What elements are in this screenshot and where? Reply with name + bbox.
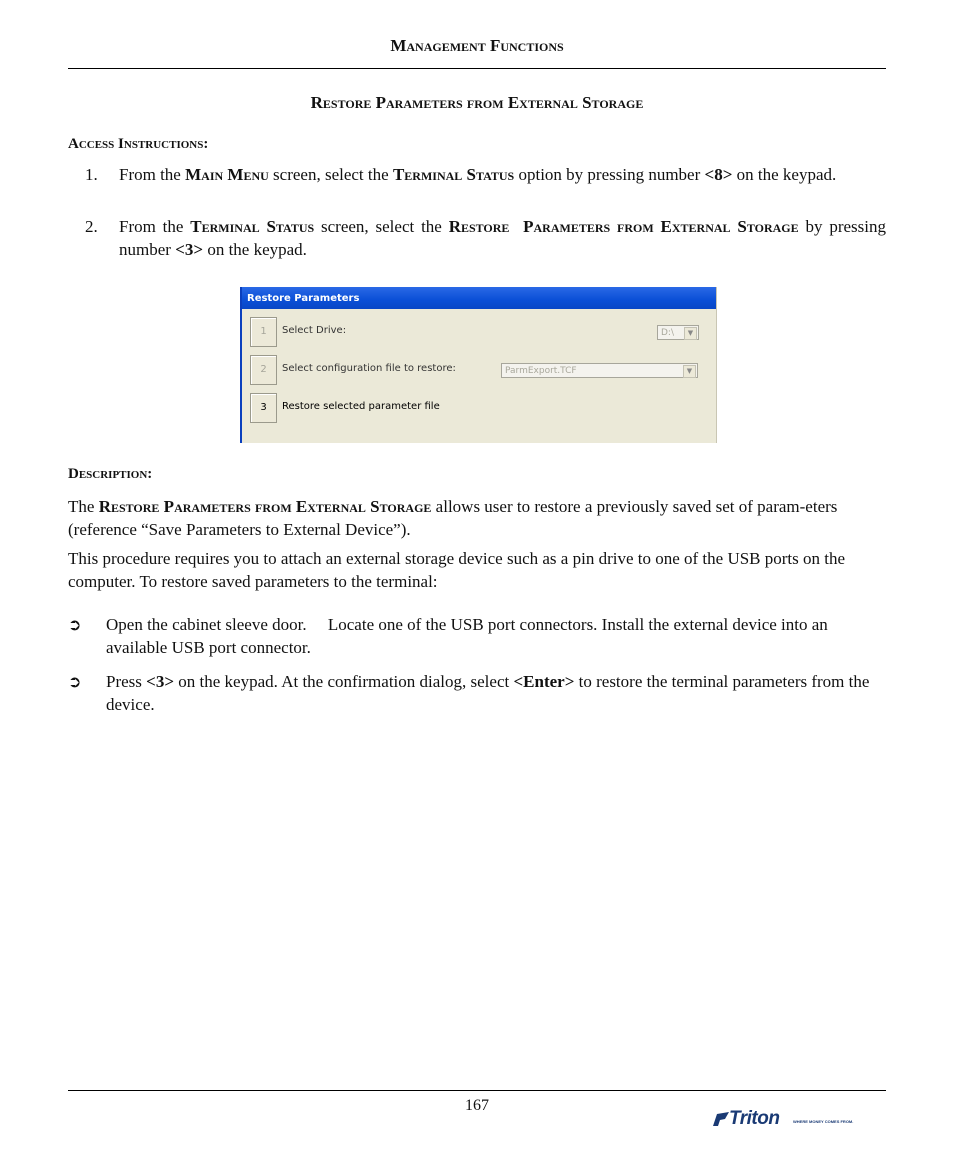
step-2 — [85, 215, 886, 261]
menu-name: Terminal Status — [392, 165, 515, 184]
option-3-button[interactable]: 3 — [250, 393, 277, 423]
bullet-2 — [68, 670, 886, 716]
select-file-label: Select configuration file to restore: — [282, 363, 456, 374]
access-instructions-label: Access Instructions: — [68, 136, 209, 152]
restore-parameters-dialog — [240, 287, 717, 443]
bullet-text — [106, 670, 886, 716]
bullet-1 — [68, 613, 886, 659]
drive-select-value: D:\ — [661, 328, 674, 338]
chevron-down-icon[interactable]: ▼ — [684, 327, 697, 340]
step-number: 1. — [85, 165, 98, 184]
option-2-button[interactable]: 2 — [250, 355, 277, 385]
arrow-bullet-icon: ➲ — [68, 615, 82, 634]
menu-name: Main Menu — [185, 165, 269, 184]
bullet-text: Open the cabinet sleeve door. Locate one of the USB port connectors. Install the external device into an available USB port connector. — [106, 615, 833, 657]
description-label: Description: — [68, 466, 153, 482]
triton-logo — [711, 1108, 871, 1130]
option-1-button[interactable]: 1 — [250, 317, 277, 347]
bullet-text-part: on the keypad. At the confirmation dialog, select — [174, 672, 514, 691]
key-name: <8> — [704, 165, 733, 184]
bullet-text-part: to restore the terminal parameters from the device. — [106, 672, 870, 714]
key-name: <3> — [175, 240, 204, 259]
header-rule — [68, 68, 886, 69]
key-name: <Enter> — [513, 672, 575, 691]
step-text: From the — [119, 165, 186, 184]
restore-file-label: Restore selected parameter file — [282, 401, 440, 412]
description-paragraph-2: This procedure requires you to attach an external storage device such as a pin drive to one of the USB ports on the computer. To restore saved parameters to the terminal: — [68, 549, 846, 591]
running-header: Management Functions — [390, 36, 564, 55]
step-text: on the keypad. — [203, 240, 307, 259]
config-file-value: ParmExport.TCF — [505, 366, 577, 376]
restore-file-row — [250, 393, 710, 423]
drive-select[interactable] — [657, 325, 699, 340]
menu-name: Restore Parameters from External Storage — [448, 217, 799, 236]
paragraph-text: The — [68, 497, 99, 516]
dialog-title: Restore Parameters — [242, 287, 716, 309]
bullet-text-part: Press — [106, 672, 147, 691]
menu-name: Restore Parameters from External Storage — [98, 497, 432, 516]
logo-tagline: WHERE MONEY COMES FROM. — [793, 1119, 854, 1124]
triton-mark-icon — [711, 1110, 731, 1130]
step-text: From the — [119, 217, 191, 236]
arrow-bullet-icon: ➲ — [68, 672, 82, 691]
step-text: by pressing number — [119, 217, 886, 259]
step-text: on the keypad. — [732, 165, 837, 184]
step-1 — [85, 163, 886, 186]
chevron-down-icon[interactable]: ▼ — [683, 365, 696, 378]
step-text: option by pressing number — [514, 165, 705, 184]
logo-name: Triton — [729, 1108, 780, 1129]
select-file-row — [250, 355, 710, 385]
menu-name: Terminal Status — [190, 217, 315, 236]
step-number: 2. — [85, 217, 98, 236]
footer-rule — [68, 1090, 886, 1091]
paragraph-text: allows user to restore a previously saved set of param-eters (reference “Save Parameters to External Device”). — [68, 497, 838, 539]
config-file-select[interactable] — [501, 363, 698, 378]
step-text: screen, select the — [314, 217, 449, 236]
page-number: 167 — [465, 1097, 489, 1114]
key-name: <3> — [146, 672, 175, 691]
section-title: Restore Parameters from External Storage — [310, 93, 644, 112]
step-text: screen, select the — [268, 165, 393, 184]
select-drive-row — [250, 317, 710, 347]
description-paragraph-1 — [68, 495, 886, 541]
select-drive-label: Select Drive: — [282, 325, 347, 336]
